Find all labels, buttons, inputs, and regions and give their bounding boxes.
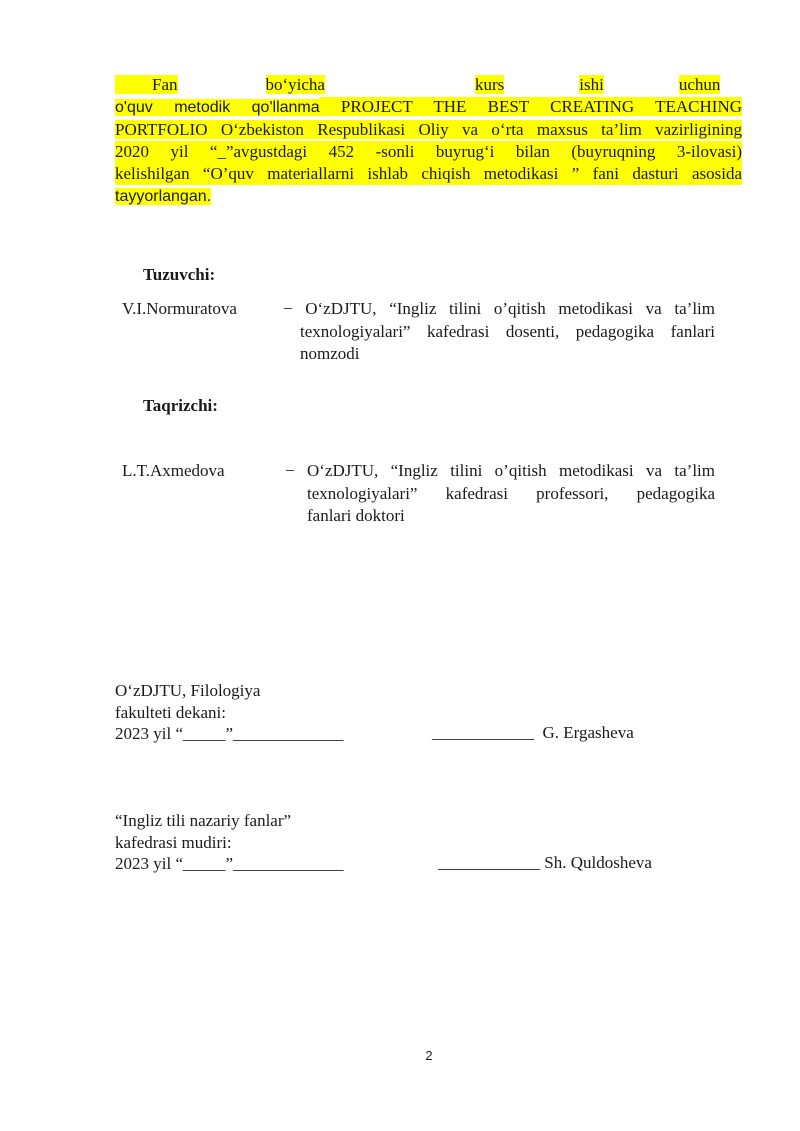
intro-line-6 — [115, 185, 742, 208]
dean-signature-block — [115, 680, 344, 745]
reviewer-desc-line: − O‘zDJTU, “Ingliz tilini o’qitish metodikasi va ta’lim — [285, 461, 715, 480]
reviewer-desc-line: texnologiyalari” kafedrasi professori, pedagogika — [307, 483, 715, 503]
intro-line-5: kelishilgan “O’quv materiallarni ishlab chiqish metodikasi ” fani dasturi asosida — [115, 164, 742, 183]
head-title-line: kafedrasi mudiri: — [115, 832, 232, 852]
dean-date-line: 2023 yil “_____”_____________ — [115, 724, 344, 743]
intro-highlight-text: PROJECT THE BEST CREATING TEACHING — [319, 97, 742, 116]
intro-line-1 — [115, 74, 742, 96]
dean-signature-line: ____________ G. Ergasheva — [432, 723, 634, 742]
author-heading: Tuzuvchi: — [143, 265, 216, 284]
intro-highlight-sans: tayyorlangan. — [115, 188, 212, 205]
head-title-line: “Ingliz tili nazariy fanlar” — [115, 811, 292, 830]
intro-word: uchun — [678, 75, 721, 94]
author-description — [283, 298, 715, 366]
intro-paragraph — [115, 74, 742, 208]
reviewer-heading: Taqrizchi: — [143, 396, 218, 415]
author-name: V.I.Normuratova — [122, 299, 237, 318]
head-date-line: 2023 yil “_____”_____________ — [115, 854, 344, 873]
page-number: 2 — [425, 1048, 433, 1063]
intro-word: bo‘yicha — [265, 75, 325, 94]
intro-line-3 — [115, 119, 742, 141]
intro-highlight-sans: o'quv metodik qo'llanma — [115, 99, 320, 116]
head-of-dept-signature-block — [115, 810, 344, 875]
reviewer-name: L.T.Axmedova — [122, 461, 225, 480]
author-desc-line: texnologiyalari” kafedrasi dosenti, pedagogika fanlari — [300, 321, 715, 341]
reviewer-description — [285, 460, 715, 528]
author-desc-line: − O‘zDJTU, “Ingliz tilini o’qitish metodikasi va ta’lim — [283, 299, 715, 318]
head-signature-line: ____________ Sh. Quldosheva — [438, 853, 652, 872]
intro-word: kurs — [474, 75, 505, 94]
dean-title-line: O‘zDJTU, Filologiya — [115, 681, 261, 700]
intro-word: Fan — [115, 75, 178, 94]
intro-highlight-text: O‘zbekiston Respublikasi Oliy va o‘rta maxsus ta’lim vazirligining — [220, 120, 742, 139]
intro-highlight-text: PORTFOLIO — [115, 120, 221, 139]
intro-line-4: 2020 yil “_”avgustdagi 452 -sonli buyrug‘i bilan (buyruqning 3-ilovasi) — [115, 142, 742, 161]
intro-line-2 — [115, 96, 742, 119]
dean-title-line: fakulteti dekani: — [115, 702, 226, 722]
intro-word: ishi — [579, 75, 604, 94]
author-desc-line: nomzodi — [300, 344, 360, 363]
reviewer-desc-line: fanlari doktori — [307, 506, 405, 525]
